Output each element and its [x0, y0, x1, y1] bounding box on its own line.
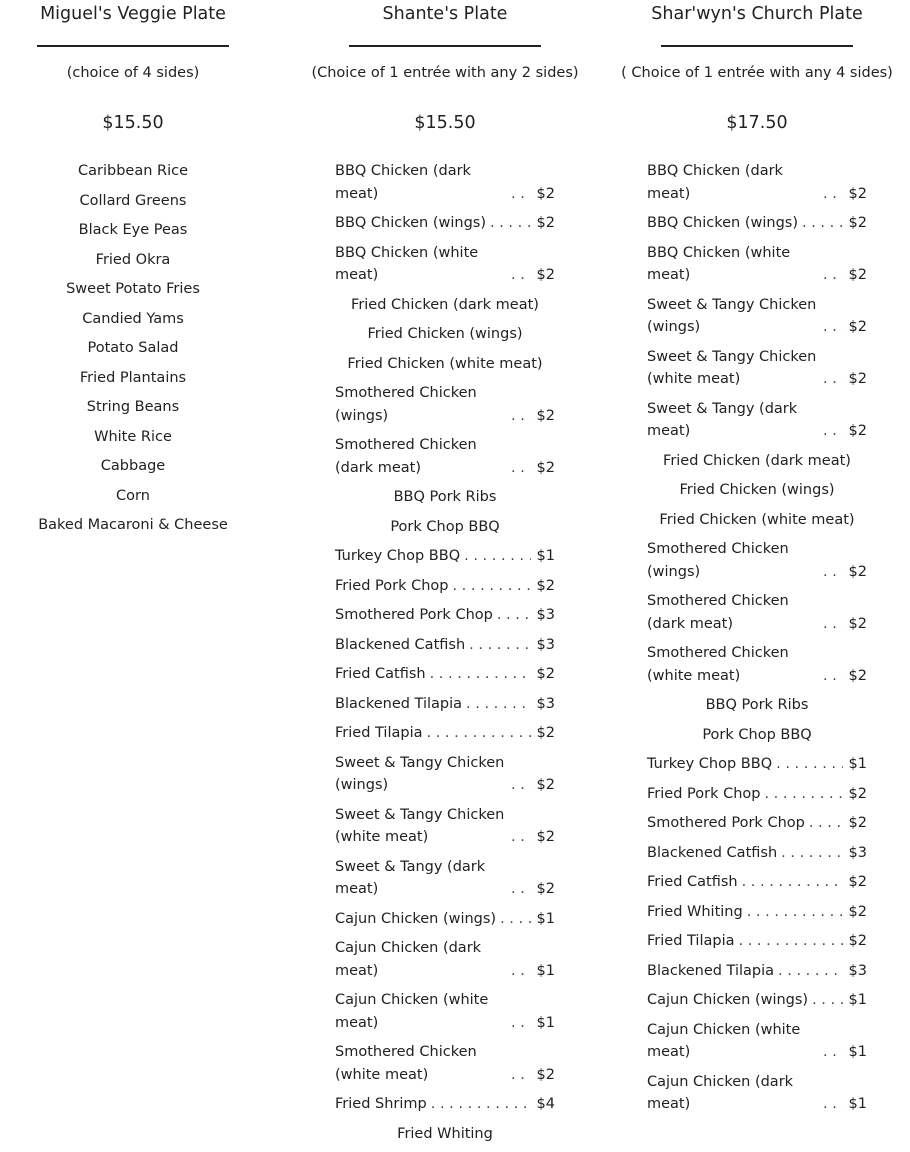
menu-item-upcharge: $2 [848, 667, 867, 684]
menu-item-upcharge: $2 [848, 615, 867, 632]
dot-leader [812, 989, 842, 1012]
menu-item-name: Turkey Chop BBQ [647, 756, 773, 772]
menu-item-name: Smothered Chicken (white meat) [647, 645, 789, 684]
menu-item [647, 642, 867, 687]
menu-item: BBQ Pork Ribs [705, 697, 809, 713]
menu-item [647, 1071, 867, 1116]
menu-item: Fried Chicken (wings) [679, 482, 835, 498]
dot-leader [764, 783, 842, 806]
menu-item-name: Sweet & Tangy Chicken (white meat) [647, 348, 817, 387]
menu-item-upcharge: $2 [536, 829, 555, 845]
dot-leader [511, 405, 531, 428]
menu-item [647, 590, 867, 635]
menu-item [647, 783, 867, 806]
dot-leader [823, 561, 843, 584]
menu-item-upcharge: $1 [848, 1096, 867, 1112]
menu-item-name: BBQ Chicken (white meat) [335, 244, 479, 283]
menu-item: Fried Plantains [79, 369, 187, 386]
menu-item-upcharge: $1 [848, 1044, 867, 1060]
dot-leader [742, 871, 843, 894]
menu-item-name: Smothered Chicken (dark meat) [335, 437, 477, 476]
menu-item-name: Fried Shrimp [335, 1096, 427, 1112]
menu-item-name: BBQ Chicken (wings) [647, 215, 798, 231]
menu-item-name: Sweet & Tangy (dark meat) [647, 400, 798, 439]
menu-item-list [295, 160, 595, 1145]
menu-item-name: BBQ Chicken (wings) [335, 215, 486, 231]
menu-item-name: Fried Catfish [647, 874, 738, 890]
menu-item-name: Cajun Chicken (dark meat) [647, 1073, 794, 1112]
menu-item-name: Fried Pork Chop [335, 577, 449, 594]
menu-item-name: Blackened Tilapia [647, 962, 775, 979]
menu-item-name: Cajun Chicken (white meat) [335, 992, 489, 1031]
menu-item [647, 871, 867, 894]
dot-leader [823, 368, 843, 391]
dot-leader [823, 1093, 843, 1116]
menu-item: Baked Macaroni & Cheese [38, 517, 228, 533]
menu-item-upcharge: $2 [536, 777, 555, 793]
menu-item-upcharge: $2 [536, 267, 555, 283]
dot-leader [430, 663, 531, 686]
dot-leader [452, 575, 530, 598]
menu-item [647, 160, 867, 205]
menu-item [647, 901, 867, 924]
menu-item-name: BBQ Chicken (dark meat) [647, 163, 783, 202]
dot-leader [511, 183, 531, 206]
menu-item-upcharge: $2 [848, 933, 867, 949]
dot-leader [511, 1064, 531, 1087]
dot-leader [823, 420, 843, 443]
dot-leader [497, 604, 531, 627]
dot-leader [464, 545, 530, 568]
dot-leader [823, 264, 843, 287]
menu-item-name: Turkey Chop BBQ [335, 548, 461, 564]
dot-leader [802, 212, 843, 235]
menu-item-upcharge: $2 [536, 215, 555, 231]
menu-item [335, 722, 555, 745]
plate-title: Shar'wyn's Church Plate [651, 4, 863, 24]
menu-item [335, 804, 555, 849]
menu-item-name: Smothered Chicken (wings) [335, 385, 477, 424]
menu-item-upcharge: $3 [536, 607, 555, 623]
dot-leader [426, 722, 530, 745]
menu-item [335, 752, 555, 797]
dot-leader [738, 930, 842, 953]
plate-price: $15.50 [414, 113, 476, 133]
menu-item: Potato Salad [87, 340, 179, 356]
dot-leader [469, 634, 530, 657]
menu-item-name: BBQ Chicken (white meat) [647, 244, 791, 283]
menu-item-name: Cajun Chicken (wings) [647, 992, 809, 1008]
menu-item-upcharge: $2 [848, 423, 867, 439]
menu-item [335, 242, 555, 287]
dot-leader [431, 1093, 531, 1116]
menu-item: Cabbage [100, 458, 166, 474]
menu-item-name: Smothered Chicken (dark meat) [647, 593, 789, 632]
menu-item [647, 960, 867, 983]
menu-item: Fried Chicken (dark meat) [351, 296, 539, 313]
plate-subtitle: (Choice of 1 entrée with any 2 sides) [311, 65, 579, 81]
dot-leader [511, 1012, 531, 1035]
menu-item-upcharge: $1 [848, 992, 867, 1008]
menu-item [647, 812, 867, 835]
dot-leader [511, 264, 531, 287]
menu-item [335, 160, 555, 205]
menu-item-name: Fried Whiting [647, 903, 743, 920]
plate-price: $17.50 [726, 113, 788, 133]
menu-item-upcharge: $2 [848, 874, 867, 890]
menu-item-name: Sweet & Tangy Chicken (wings) [335, 754, 505, 793]
menu-item [335, 634, 555, 657]
menu-column [0, 0, 283, 544]
menu-item-upcharge: $2 [536, 666, 555, 682]
menu-item-upcharge: $2 [848, 563, 867, 580]
plate-price: $15.50 [102, 113, 164, 133]
dot-leader [809, 812, 843, 835]
menu-item: Fried Chicken (wings) [367, 326, 523, 342]
menu-item [647, 294, 867, 339]
title-divider [661, 45, 853, 47]
menu-item-upcharge: $3 [848, 962, 867, 979]
dot-leader [823, 613, 843, 636]
menu-item: Collard Greens [79, 192, 187, 209]
plate-subtitle: (choice of 4 sides) [66, 65, 200, 81]
menu-item [335, 937, 555, 982]
menu-item-upcharge: $1 [536, 1014, 555, 1031]
menu-item-upcharge: $3 [848, 844, 867, 861]
menu-item-upcharge: $3 [536, 636, 555, 653]
menu-item: Fried Chicken (white meat) [347, 355, 543, 372]
menu-item-name: Cajun Chicken (wings) [335, 910, 497, 927]
menu-item-upcharge: $4 [536, 1096, 555, 1112]
dot-leader [747, 901, 843, 924]
menu-item-name: Smothered Pork Chop [335, 607, 493, 623]
menu-item-upcharge: $2 [848, 785, 867, 802]
menu-item-upcharge: $2 [536, 577, 555, 594]
menu-item: Pork Chop BBQ [702, 726, 812, 743]
menu-item: Fried Chicken (dark meat) [663, 452, 851, 469]
menu-item-name: Sweet & Tangy Chicken (white meat) [335, 806, 505, 845]
menu-item-list [0, 160, 283, 537]
menu-item-upcharge: $1 [536, 910, 555, 927]
dot-leader [823, 665, 843, 688]
menu-item-upcharge: $2 [848, 319, 867, 335]
menu-item-name: Blackened Catfish [335, 636, 466, 653]
dot-leader [511, 826, 531, 849]
dot-leader [466, 693, 531, 716]
menu-item: White Rice [94, 428, 172, 445]
dot-leader [511, 960, 531, 983]
menu-item [647, 538, 867, 583]
menu-item-name: Cajun Chicken (white meat) [647, 1021, 801, 1060]
menu-item [647, 212, 867, 235]
dot-leader [778, 960, 843, 983]
menu-item-name: Fried Tilapia [335, 725, 423, 741]
menu-item [647, 1019, 867, 1064]
menu-item [647, 242, 867, 287]
menu-item [335, 212, 555, 235]
dot-leader [823, 183, 843, 206]
menu-item: Fried Okra [95, 251, 171, 268]
menu-item-upcharge: $2 [848, 185, 867, 202]
dot-leader [511, 878, 531, 901]
menu-item-upcharge: $2 [848, 903, 867, 920]
menu-item [335, 1041, 555, 1086]
menu-item [647, 398, 867, 443]
menu-item [335, 434, 555, 479]
menu-column [295, 0, 595, 1152]
plate-title: Shante's Plate [382, 4, 508, 24]
menu-item-upcharge: $2 [536, 185, 555, 202]
menu-item [335, 545, 555, 568]
menu-item [335, 989, 555, 1034]
menu-item-name: Sweet & Tangy Chicken (wings) [647, 296, 817, 335]
dot-leader [511, 457, 531, 480]
menu-item-upcharge: $1 [848, 756, 867, 772]
menu-item-upcharge: $2 [536, 459, 555, 476]
menu-item [647, 753, 867, 776]
menu-item-upcharge: $2 [536, 407, 555, 424]
menu-item: Fried Whiting [397, 1125, 493, 1142]
menu-item-upcharge: $2 [848, 371, 867, 387]
plate-subtitle: ( Choice of 1 entrée with any 4 sides) [621, 65, 893, 81]
menu-item-name: BBQ Chicken (dark meat) [335, 163, 471, 202]
dot-leader [490, 212, 531, 235]
menu-item-name: Cajun Chicken (dark meat) [335, 940, 482, 979]
menu-item-upcharge: $1 [536, 548, 555, 564]
menu-item: Caribbean Rice [77, 163, 188, 179]
menu-item [335, 1093, 555, 1116]
menu-item-upcharge: $2 [536, 1066, 555, 1083]
menu-item-upcharge: $2 [536, 725, 555, 741]
menu-item-upcharge: $2 [536, 881, 555, 897]
menu-item [335, 575, 555, 598]
menu-item-name: Fried Catfish [335, 666, 426, 682]
menu-item [647, 930, 867, 953]
menu-item-name: Fried Tilapia [647, 933, 735, 949]
menu-item-upcharge: $3 [536, 695, 555, 712]
menu-item [335, 856, 555, 901]
menu-item: Fried Chicken (white meat) [659, 511, 855, 528]
menu-item-upcharge: $2 [848, 815, 867, 831]
menu-item: Sweet Potato Fries [66, 281, 200, 297]
plate-title: Miguel's Veggie Plate [40, 4, 226, 24]
dot-leader [781, 842, 842, 865]
dot-leader [511, 774, 531, 797]
title-divider [349, 45, 541, 47]
menu-item: String Beans [86, 399, 180, 415]
menu-item [335, 604, 555, 627]
menu-item [335, 908, 555, 931]
dot-leader [500, 908, 530, 931]
menu-item: Corn [116, 487, 150, 504]
menu-item [647, 842, 867, 865]
menu-item-upcharge: $1 [536, 962, 555, 979]
menu-item [335, 693, 555, 716]
menu-item-name: Fried Pork Chop [647, 785, 761, 802]
title-divider [37, 45, 229, 47]
menu-column [607, 0, 907, 1123]
menu-item: BBQ Pork Ribs [393, 489, 497, 505]
menu-item [647, 989, 867, 1012]
menu-item-name: Sweet & Tangy (dark meat) [335, 858, 486, 897]
menu-item-name: Blackened Catfish [647, 844, 778, 861]
menu-item-list [607, 160, 907, 1116]
dot-leader [823, 316, 843, 339]
menu-item: Black Eye Peas [78, 222, 188, 238]
menu-item [335, 663, 555, 686]
menu-item: Pork Chop BBQ [390, 518, 500, 535]
menu-item-name: Smothered Chicken (wings) [647, 541, 789, 580]
dot-leader [776, 753, 842, 776]
menu-item-name: Blackened Tilapia [335, 695, 463, 712]
menu-item-upcharge: $2 [848, 267, 867, 283]
menu-item-name: Smothered Pork Chop [647, 815, 805, 831]
menu-item-name: Smothered Chicken (white meat) [335, 1044, 477, 1083]
menu-item: Candied Yams [82, 310, 184, 327]
menu-item-upcharge: $2 [848, 215, 867, 231]
menu-item [335, 382, 555, 427]
menu-item [647, 346, 867, 391]
dot-leader [823, 1041, 843, 1064]
